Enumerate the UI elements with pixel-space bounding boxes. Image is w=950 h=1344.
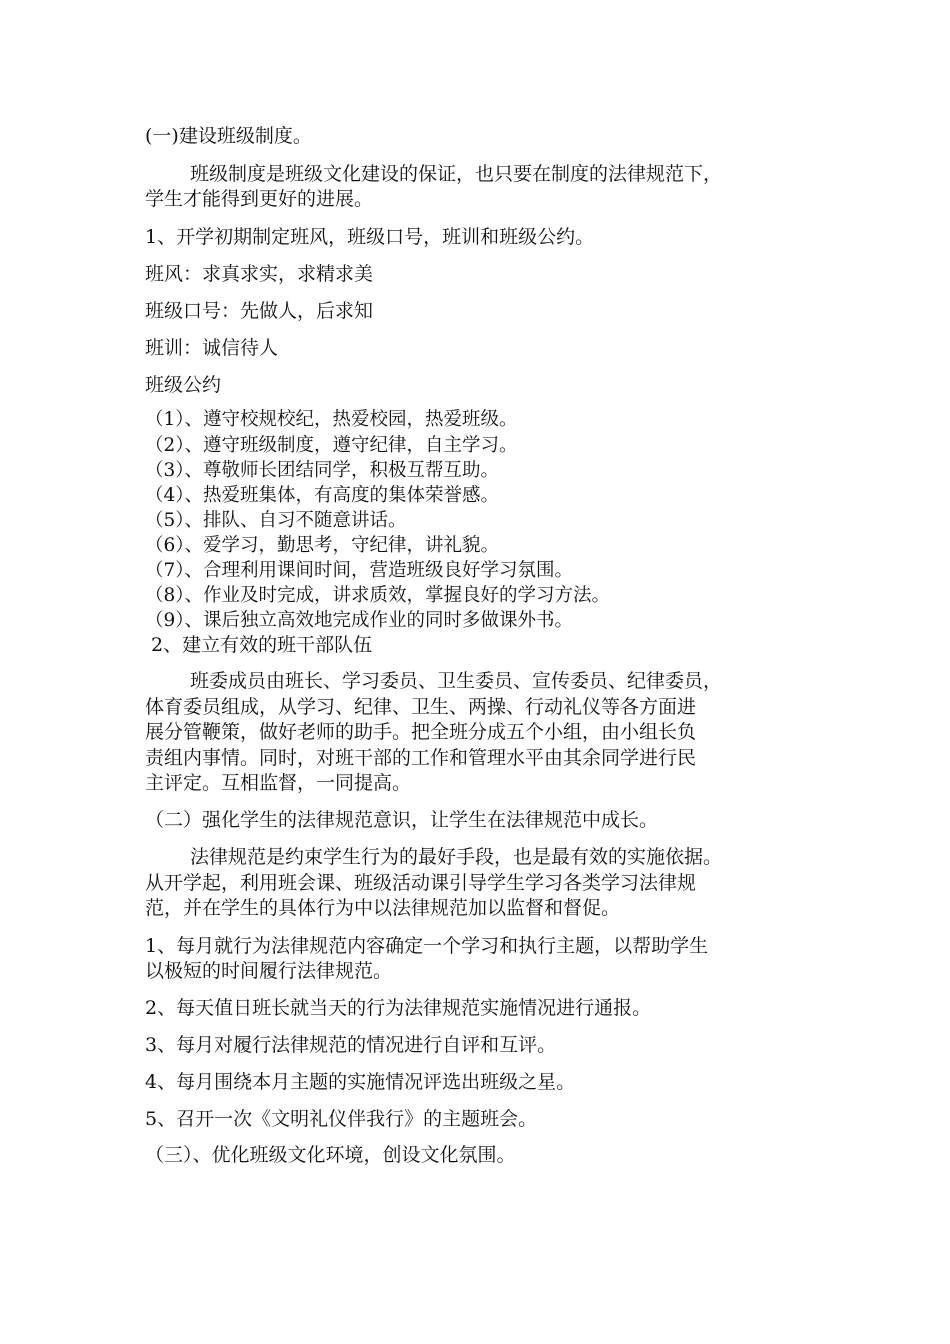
list-item: 5、召开一次《文明礼仪伴我行》的主题班会。 — [145, 1108, 538, 1130]
class-slogan-line: 班级口号：先做人，后求知 — [145, 300, 374, 322]
list-item: 3、每月对履行法律规范的情况进行自评和互评。 — [145, 1034, 557, 1056]
class-motto-line: 班风：求真求实，求精求美 — [145, 263, 374, 285]
list-item: 1、每月就行为法律规范内容确定一个学习和执行主题，以帮助学生 — [145, 935, 709, 957]
rule-item: （5）、排队、自习不随意讲话。 — [145, 510, 407, 531]
list-item: 2、每天值日班长就当天的行为法律规范实施情况进行通报。 — [145, 997, 652, 1019]
rule-item: （4）、热爱班集体，有高度的集体荣誉感。 — [145, 485, 500, 506]
class-precept-line: 班训：诚信待人 — [145, 337, 279, 359]
rule-item: （3）、尊敬师长团结同学，积极互帮互助。 — [145, 460, 500, 481]
paragraph-line: 展分管鞭策，做好老师的助手。把全班分成五个小组，由小组长负 — [145, 721, 697, 743]
rule-item: （1）、遵守校规校纪，热爱校园，热爱班级。 — [145, 409, 518, 430]
section-heading-3: （三）、优化班级文化环境，创设文化氛围。 — [145, 1144, 516, 1166]
paragraph-line: 学生才能得到更好的进展。 — [145, 188, 374, 210]
list-item: 1、开学初期制定班风，班级口号，班训和班级公约。 — [145, 226, 595, 248]
class-convention-heading: 班级公约 — [145, 374, 222, 396]
rule-item: （7）、合理利用课间时间，营造班级良好学习氛围。 — [145, 560, 574, 581]
section-heading-2: （二）强化学生的法律规范意识，让学生在法律规范中成长。 — [145, 809, 659, 831]
paragraph-line: 范，并在学生的具体行为中以法律规范加以监督和督促。 — [145, 897, 621, 919]
paragraph-line: 班级制度是班级文化建设的保证，也只要在制度的法律规范下， — [190, 163, 723, 185]
list-item: 4、每月围绕本月主题的实施情况评选出班级之星。 — [145, 1071, 576, 1093]
rule-item: （2）、遵守班级制度，遵守纪律，自主学习。 — [145, 435, 518, 456]
list-item: 2、建立有效的班干部队伍 — [145, 634, 373, 656]
paragraph-line: 法律规范是约束学生行为的最好手段，也是最有效的实施依据。 — [190, 846, 723, 868]
rule-item: （6）、爱学习，勤思考，守纪律，讲礼貌。 — [145, 535, 500, 556]
section-heading-1: (一)建设班级制度。 — [145, 125, 312, 147]
paragraph-line: 班委成员由班长、学习委员、卫生委员、宣传委员、纪律委员， — [190, 670, 723, 692]
list-item-continuation: 以极短的时间履行法律规范。 — [145, 960, 393, 982]
paragraph-line: 从开学起，利用班会课、班级活动课引导学生学习各类学习法律规 — [145, 872, 697, 894]
paragraph-line: 主评定。互相监督，一同提高。 — [145, 772, 412, 794]
paragraph-line: 体育委员组成，从学习、纪律、卫生、两操、行动礼仪等各方面进 — [145, 696, 697, 718]
rule-item: （9）、课后独立高效地完成作业的同时多做课外书。 — [145, 610, 574, 631]
paragraph-line: 责组内事情。同时，对班干部的工作和管理水平由其余同学进行民 — [145, 747, 697, 769]
rule-item: （8）、作业及时完成，讲求质效，掌握良好的学习方法。 — [145, 585, 611, 606]
